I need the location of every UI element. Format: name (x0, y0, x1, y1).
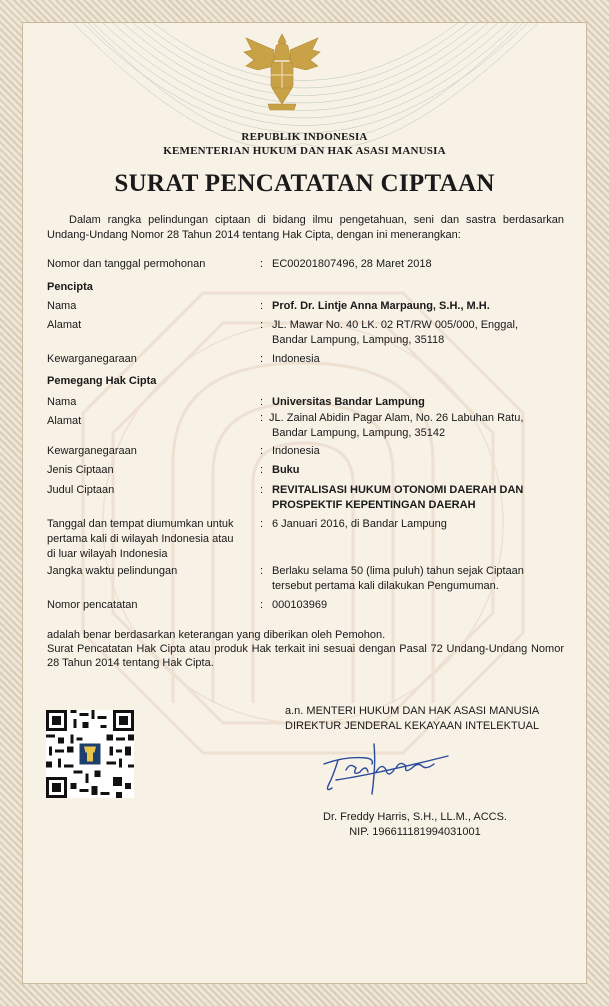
creator-name-label: Nama (47, 300, 77, 312)
creator-nationality-value: Indonesia (272, 353, 320, 365)
signer-name: Dr. Freddy Harris, S.H., LL.M., ACCS. (323, 811, 507, 823)
separator: : (260, 599, 264, 611)
document-title: SURAT PENCATATAN CIPTAAN (114, 170, 495, 197)
work-type-value: Buku (272, 464, 300, 476)
signature-block (285, 704, 539, 734)
publication-label-line2: pertama kali di wilayah Indonesia atau (47, 533, 234, 545)
separator: : (260, 396, 264, 408)
publication-label-line1: Tanggal dan tempat diumumkan untuk (47, 518, 234, 530)
work-title-label: Judul Ciptaan (47, 484, 115, 496)
work-type-label: Jenis Ciptaan (47, 464, 114, 476)
holder-address-line1: JL. Zainal Abidin Pagar Alam, No. 26 Labuhan Ratu, (269, 412, 524, 424)
intro-paragraph: Dalam rangka pelindungan ciptaan di bidang ilmu pengetahuan, seni dan sastra berdasarkan Undang-Undang Nomor 28 Tahun 2014 tentang Hak Cipta, dengan ini menerangkan: (47, 214, 564, 241)
record-number-label: Nomor pencatatan (47, 599, 138, 611)
separator: : (260, 300, 264, 312)
holder-address-label: Alamat (47, 415, 82, 427)
closing-line2: Surat Pencatatan Hak Cipta atau produk Hak terkait ini sesuai dengan Pasal 72 Undang-Undang Nomor 28 Tahun 2014 tentang Hak Cipta. (47, 643, 564, 669)
separator: : (260, 484, 264, 496)
holder-name-value: Universitas Bandar Lampung (272, 396, 425, 408)
creator-section-heading: Pencipta (47, 281, 93, 293)
work-title-line2: PROSPEKTIF KEPENTINGAN DAERAH (272, 499, 476, 511)
separator: : (260, 319, 264, 331)
publication-value: 6 Januari 2016, di Bandar Lampung (272, 518, 447, 530)
signer-info (280, 810, 550, 840)
separator: : (260, 353, 264, 365)
signer-nip: NIP. 196611181994031001 (349, 826, 481, 838)
protection-line1: Berlaku selama 50 (lima puluh) tahun sejak Ciptaan (272, 565, 524, 577)
holder-address-line2: Bandar Lampung, Lampung, 35142 (272, 427, 446, 439)
handwritten-signature (316, 734, 456, 804)
creator-address-line1: JL. Mawar No. 40 LK. 02 RT/RW 005/000, Enggal, (272, 319, 519, 331)
holder-section-heading: Pemegang Hak Cipta (47, 375, 157, 387)
ministry-heading: KEMENTERIAN HUKUM DAN HAK ASASI MANUSIA (163, 145, 446, 157)
closing-paragraph (47, 628, 564, 670)
record-number-value: 000103969 (272, 599, 328, 611)
garuda-emblem-icon (242, 30, 322, 116)
country-heading: REPUBLIK INDONESIA (241, 131, 368, 143)
separator: : (260, 412, 264, 424)
on-behalf-text: a.n. MENTERI HUKUM DAN HAK ASASI MANUSIA (285, 705, 540, 717)
creator-nationality-label: Kewarganegaraan (47, 353, 137, 365)
separator: : (260, 518, 264, 530)
publication-label-line3: di luar wilayah Indonesia (47, 548, 168, 560)
official-position: DIREKTUR JENDERAL KEKAYAAN INTELEKTUAL (285, 720, 540, 732)
protection-value (272, 564, 564, 594)
protection-label: Jangka waktu pelindungan (47, 565, 178, 577)
application-value: EC00201807496, 28 Maret 2018 (272, 258, 432, 270)
holder-name-label: Nama (47, 396, 77, 408)
work-title-line1: REVITALISASI HUKUM OTONOMI DAERAH DAN (272, 484, 524, 496)
creator-address-label: Alamat (47, 319, 82, 331)
publication-label (47, 517, 252, 562)
protection-line2: tersebut pertama kali dilakukan Pengumuman. (272, 580, 499, 592)
separator: : (260, 258, 264, 270)
creator-address-line2: Bandar Lampung, Lampung, 35118 (272, 334, 445, 346)
creator-name-value: Prof. Dr. Lintje Anna Marpaung, S.H., M.H. (272, 300, 490, 312)
application-label: Nomor dan tanggal permohonan (47, 258, 206, 270)
holder-nationality-value: Indonesia (272, 445, 320, 457)
separator: : (260, 565, 264, 577)
work-title-value (272, 483, 564, 513)
separator: : (260, 464, 264, 476)
closing-line1: adalah benar berdasarkan keterangan yang diberikan oleh Pemohon. (47, 629, 386, 641)
creator-address-value (272, 318, 564, 348)
qr-code-icon (46, 708, 134, 800)
separator: : (260, 445, 264, 457)
holder-nationality-label: Kewarganegaraan (47, 445, 137, 457)
holder-address-value (269, 411, 561, 441)
